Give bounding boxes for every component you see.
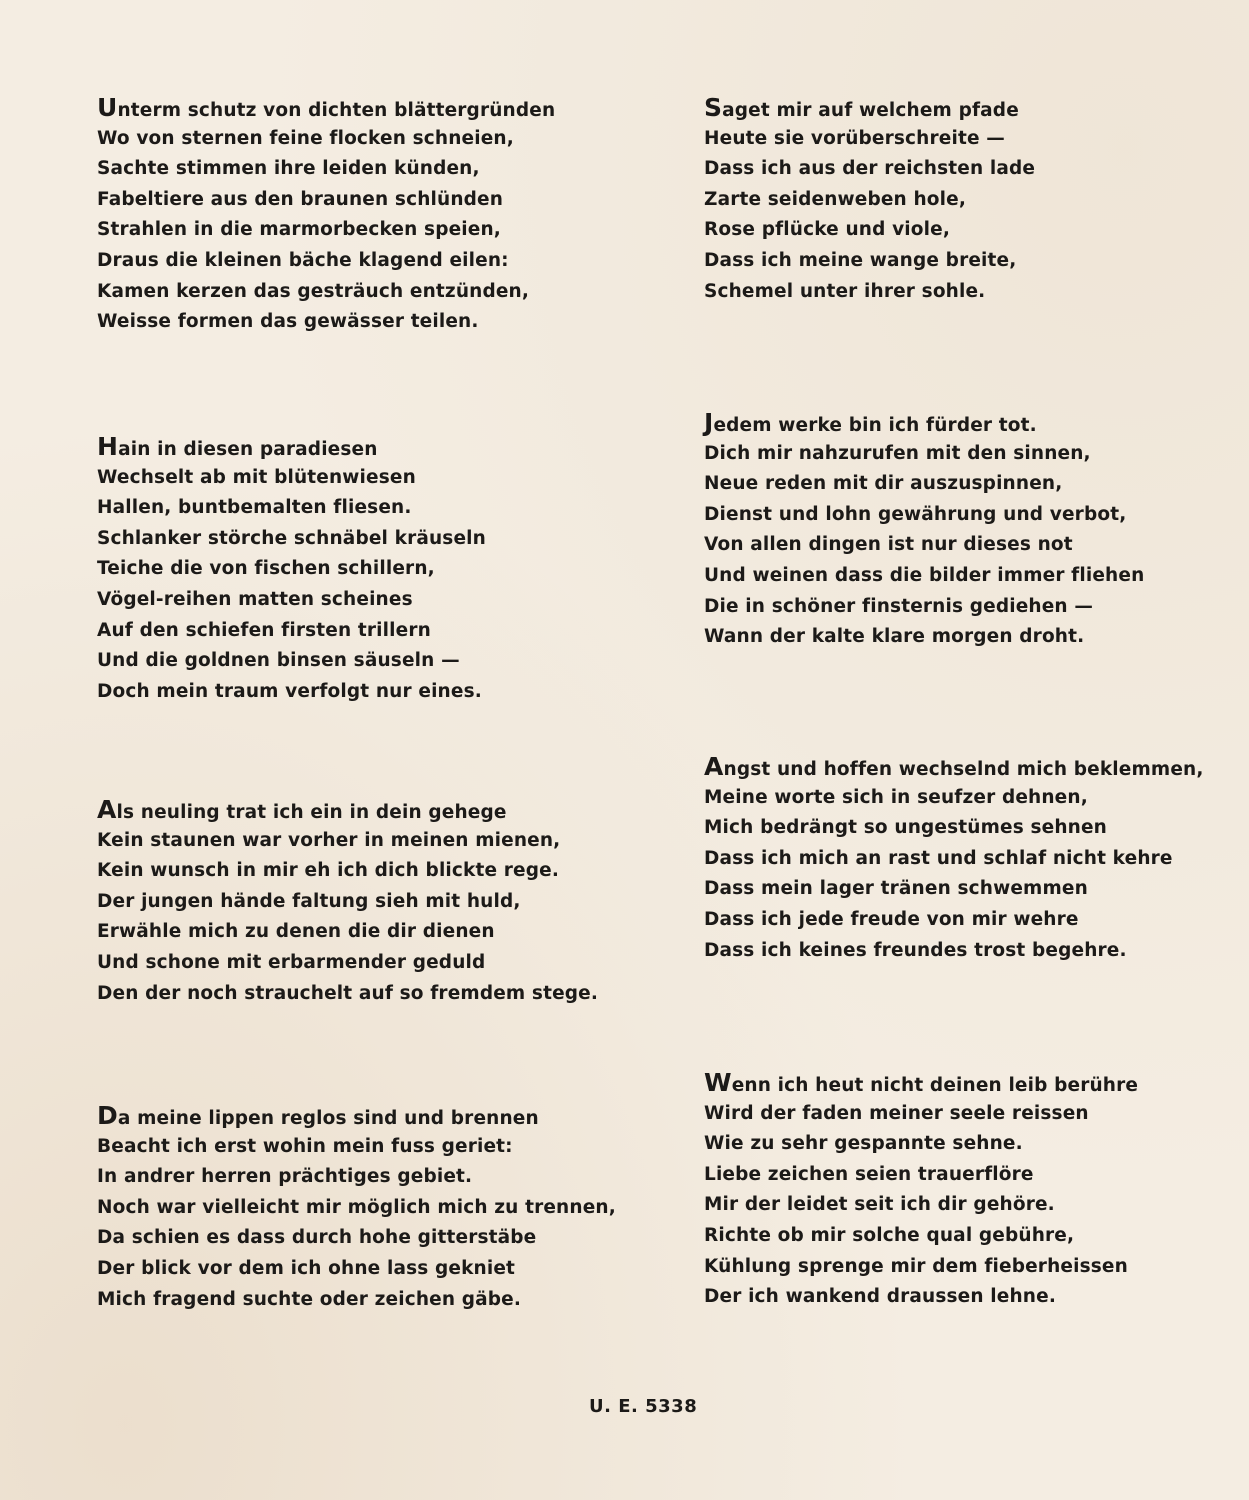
poem-line: Teiche die von fischen schillern, — [97, 558, 435, 580]
poem-line: Der jungen hände faltung sieh mit huld, — [97, 890, 521, 912]
poem-stanza-8 — [704, 1068, 1138, 1313]
poem-line: Kamen kerzen das gesträuch entzünden, — [97, 280, 530, 302]
catalog-number: U. E. 5338 — [589, 1396, 698, 1417]
poem-stanza-5 — [704, 93, 1035, 307]
poem-line: Die in schöner finsternis gediehen — — [704, 595, 1093, 617]
poem-stanza-1 — [97, 93, 555, 338]
poem-line: Dienst und lohn gewährung und verbot, — [704, 503, 1127, 525]
poem-line: Der ich wankend draussen lehne. — [704, 1286, 1056, 1308]
poem-line: Unterm schutz von dichten blättergründen — [97, 93, 556, 122]
poem-line: Strahlen in die marmorbecken speien, — [97, 219, 501, 241]
poem-line: Meine worte sich in seufzer dehnen, — [704, 786, 1088, 808]
poem-line: Heute sie vorüberschreite — — [704, 127, 1005, 149]
poem-line: Dass ich jede freude von mir wehre — [704, 908, 1079, 930]
poem-line: Richte ob mir solche qual gebühre, — [704, 1224, 1075, 1246]
poem-line: Kein wunsch in mir eh ich dich blickte rege. — [97, 860, 560, 882]
poem-line: Fabeltiere aus den braunen schlünden — [97, 188, 504, 210]
poem-line: Sachte stimmen ihre leiden künden, — [97, 158, 480, 180]
poem-stanza-6 — [704, 408, 1144, 653]
poem-line: Angst und hoffen wechselnd mich beklemmen, — [704, 752, 1204, 781]
poem-line: Liebe zeichen seien trauerflöre — [704, 1163, 1034, 1185]
poem-line: Dass ich meine wange breite, — [704, 249, 1017, 271]
poem-line: Wenn ich heut nicht deinen leib berühre — [704, 1068, 1139, 1097]
poem-line: Rose pflücke und viole, — [704, 219, 951, 241]
poem-line: Vögel-reihen matten scheines — [97, 588, 413, 610]
poem-line: Der blick vor dem ich ohne lass gekniet — [97, 1257, 516, 1279]
poem-line: Dass ich keines freundes trost begehre. — [704, 939, 1127, 961]
poem-stanza-7 — [704, 752, 1204, 966]
poem-line: Wann der kalte klare morgen droht. — [704, 626, 1085, 648]
poem-line: Wechselt ab mit blütenwiesen — [97, 466, 416, 488]
poem-line: Kühlung sprenge mir dem fieberheissen — [704, 1255, 1128, 1277]
poem-line: Hain in diesen paradiesen — [97, 432, 378, 461]
poem-line: Schlanker störche schnäbel kräuseln — [97, 527, 486, 549]
poem-line: Dass ich mich an rast und schlaf nicht kehre — [704, 847, 1173, 869]
poem-line: Kein staunen war vorher in meinen mienen, — [97, 829, 561, 851]
poem-stanza-2 — [97, 432, 486, 707]
poem-line: Dass mein lager tränen schwemmen — [704, 878, 1088, 900]
poem-line: Jedem werke bin ich fürder tot. — [704, 408, 1037, 437]
poem-line: Hallen, buntbemalten fliesen. — [97, 497, 412, 519]
poem-line: Und schone mit erbarmender geduld — [97, 951, 486, 973]
poem-line: Doch mein traum verfolgt nur eines. — [97, 680, 482, 702]
poem-line: Mich fragend suchte oder zeichen gäbe. — [97, 1288, 522, 1310]
poem-line: In andrer herren prächtiges gebiet. — [97, 1166, 473, 1188]
poem-line: Zarte seidenweben hole, — [704, 188, 966, 210]
poem-line: Als neuling trat ich ein in dein gehege — [97, 795, 507, 824]
poem-line: Da schien es dass durch hohe gitterstäbe — [97, 1227, 537, 1249]
poem-stanza-4 — [97, 1101, 616, 1315]
poem-line: Mir der leidet seit ich dir gehöre. — [704, 1194, 1055, 1216]
poem-line: Saget mir auf welchem pfade — [704, 93, 1019, 122]
poem-line: Schemel unter ihrer sohle. — [704, 280, 986, 302]
poem-line: Wo von sternen feine flocken schneien, — [97, 127, 514, 149]
poem-line: Weisse formen das gewässer teilen. — [97, 311, 479, 333]
poem-line: Noch war vielleicht mir möglich mich zu trennen, — [97, 1196, 616, 1218]
poem-line: Da meine lippen reglos sind und brennen — [97, 1101, 539, 1130]
poem-line: Auf den schiefen firsten trillern — [97, 619, 431, 641]
poem-line: Von allen dingen ist nur dieses not — [704, 534, 1073, 556]
poem-line: Und weinen dass die bilder immer fliehen — [704, 564, 1145, 586]
poem-line: Neue reden mit dir auszuspinnen, — [704, 473, 1063, 495]
poem-line: Dass ich aus der reichsten lade — [704, 158, 1036, 180]
poem-line: Erwähle mich zu denen die dir dienen — [97, 921, 495, 943]
poem-line: Dich mir nahzurufen mit den sinnen, — [704, 442, 1091, 464]
poem-line: Und die goldnen binsen säuseln — — [97, 650, 460, 672]
poem-line: Wie zu sehr gespannte sehne. — [704, 1133, 1023, 1155]
poem-line: Beacht ich erst wohin mein fuss geriet: — [97, 1135, 513, 1157]
poem-line: Den der noch strauchelt auf so fremdem stege. — [97, 982, 599, 1004]
poem-line: Wird der faden meiner seele reissen — [704, 1102, 1089, 1124]
poem-stanza-3 — [97, 795, 598, 1009]
poem-line: Mich bedrängt so ungestümes sehnen — [704, 817, 1107, 839]
poem-line: Draus die kleinen bäche klagend eilen: — [97, 249, 509, 271]
